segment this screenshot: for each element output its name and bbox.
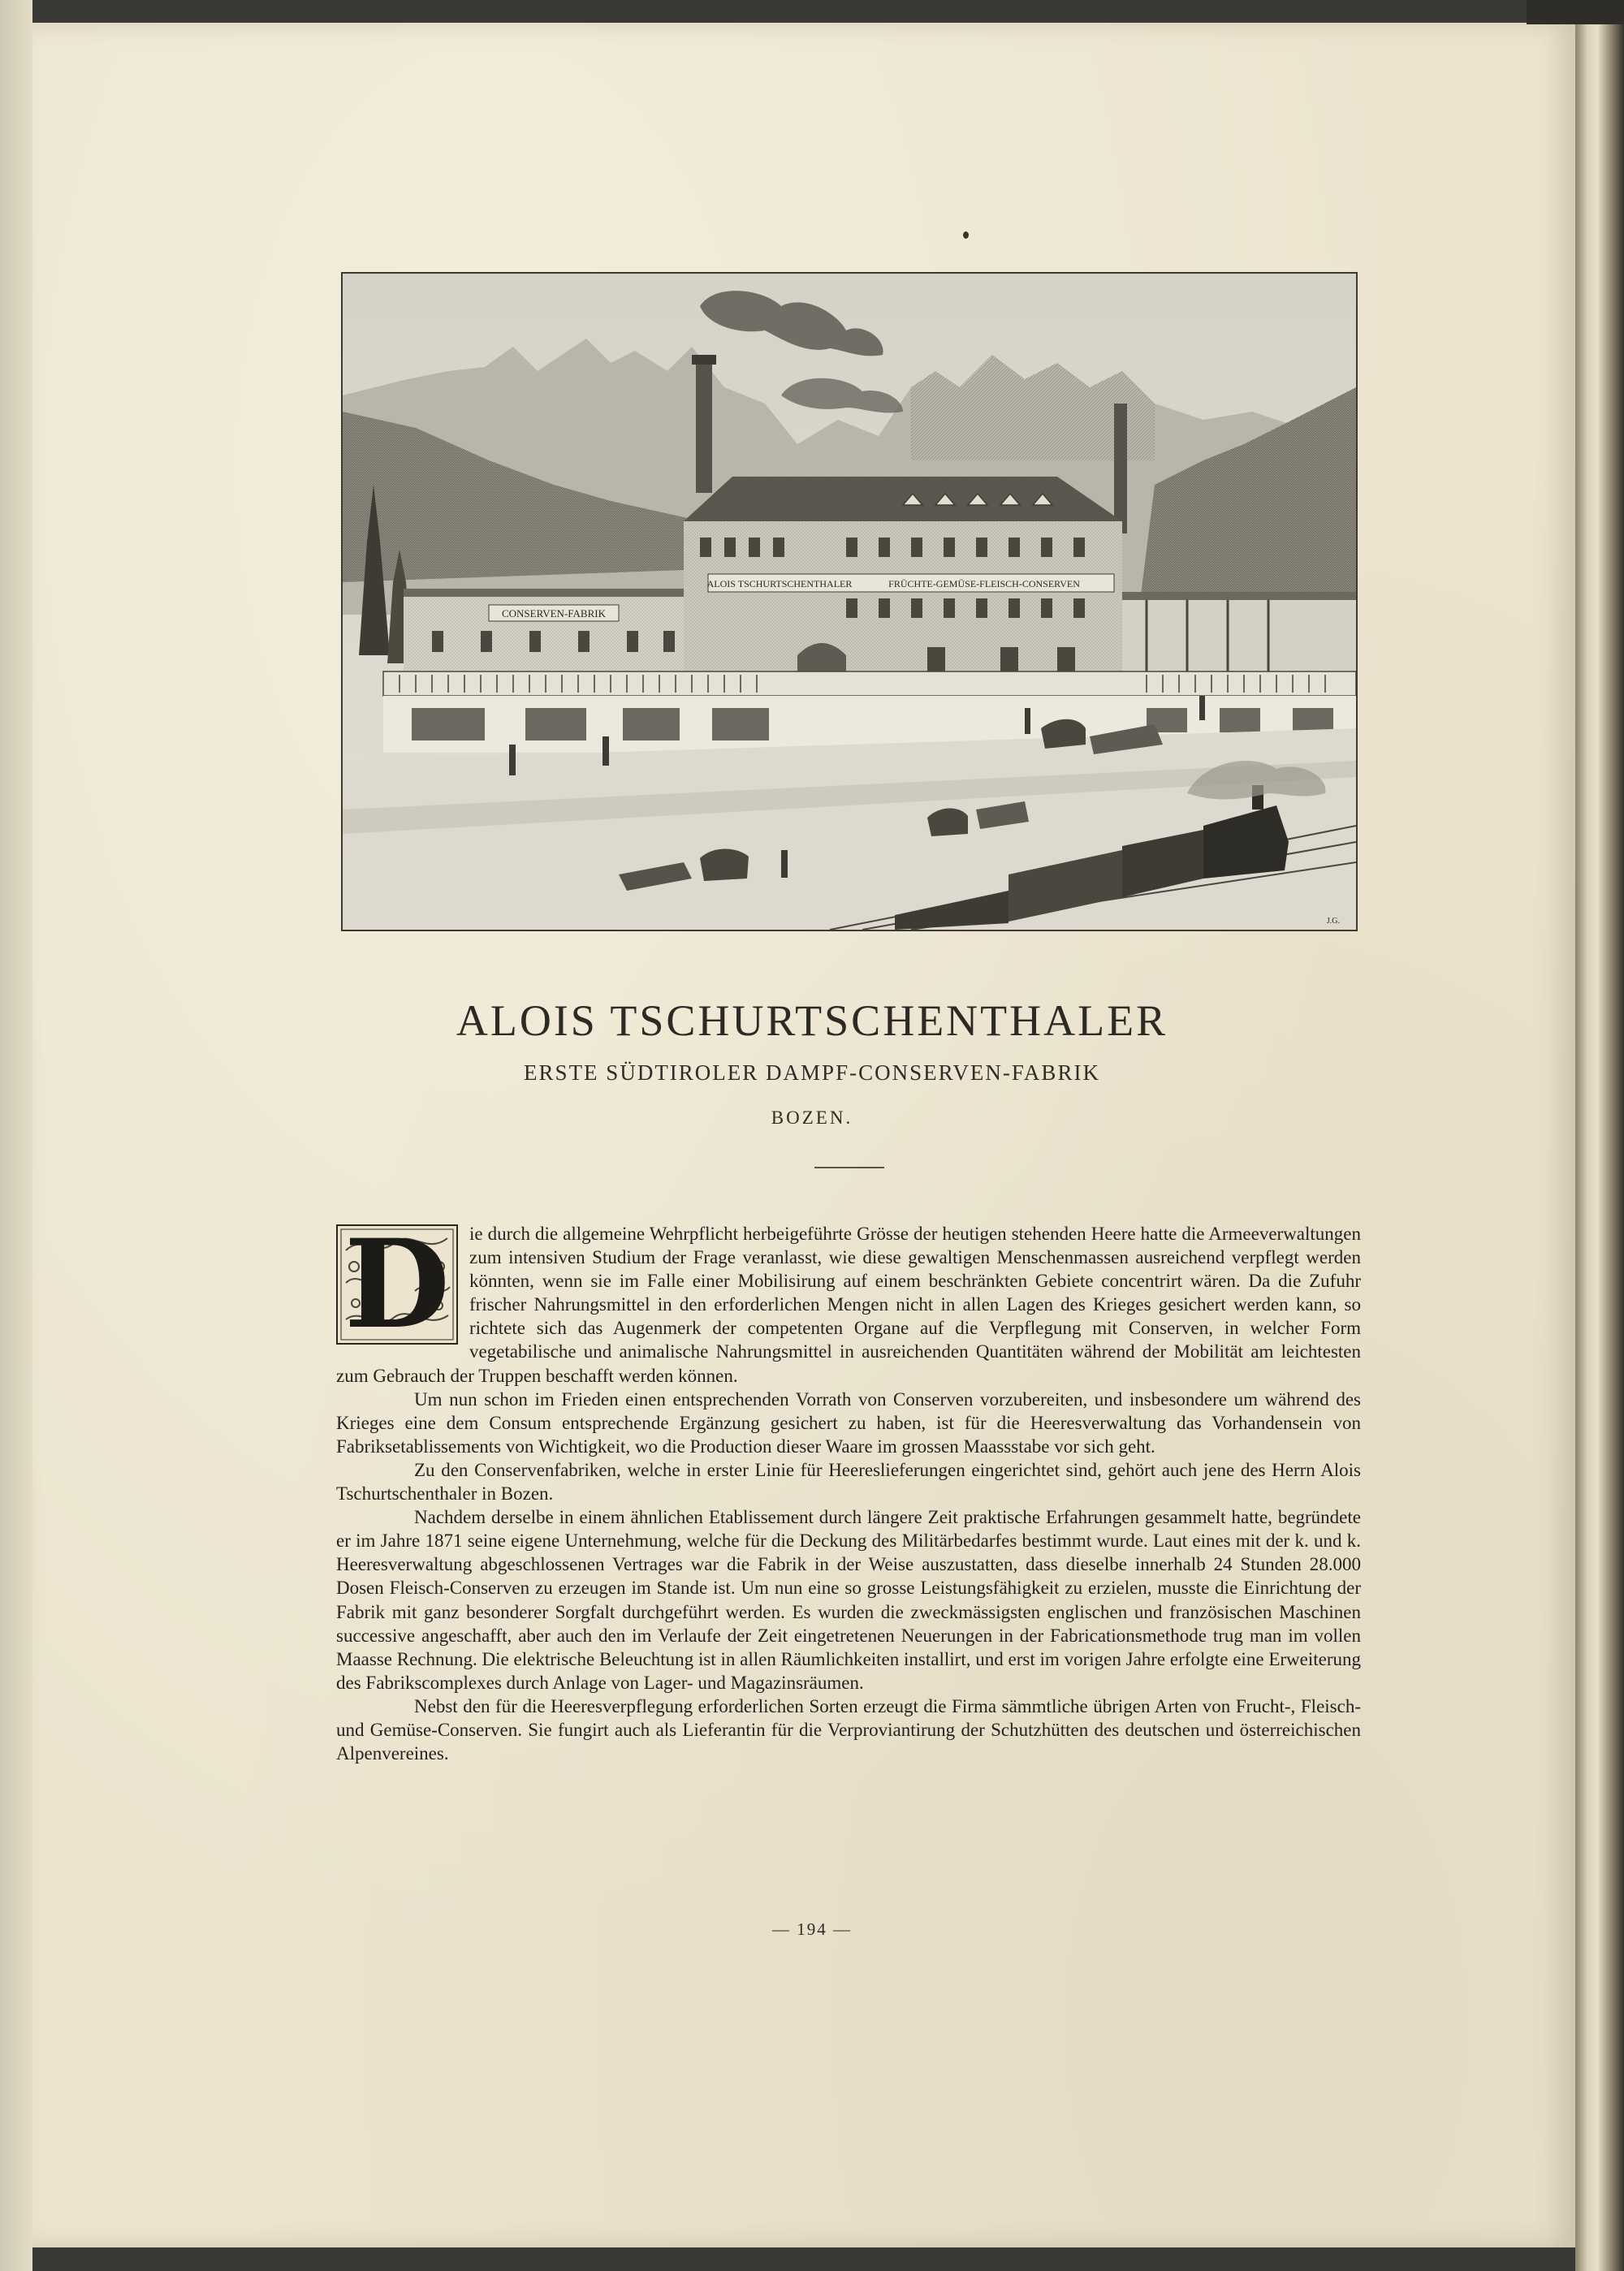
paragraph-2: Um nun schon im Frieden einen entsprechenden Vorrath von Conserven vorzubereiten, und insbesondere um während des Krieges eine dem Consum entsprechende Ergänzung gesichert zu haben, ist für die Heeresverwaltung das Vorhandensein von Fabriksetablissements von Wichtigkeit, wo die Production dieser Waare im grossen Maassstabe vor sich geht.: [336, 1388, 1361, 1457]
dropcap-letter: D: [343, 1213, 451, 1356]
book-cover-corner: [1527, 0, 1624, 24]
paragraph-3: Zu den Conservenfabriken, welche in erster Linie für Heereslieferungen eingerichtet sind, gehört auch jene des Herrn Alois Tschurtschenthaler in Bozen.: [336, 1459, 1361, 1505]
article-body: [336, 1213, 1361, 1765]
page-title: ALOIS TSCHURTSCHENTHALER: [456, 996, 1168, 1045]
dropcap-ornament: [336, 1213, 458, 1356]
paragraph-5: Nebst den für die Heeresverpflegung erforderlichen Sorten erzeugt die Firma sämmtliche übrigen Arten von Frucht-, Fleisch- und Gemüse-Conserven. Sie fungirt auch als Lieferantin für die Verproviantirung der Schutzhütten des deutschen und österreichischen Alpenvereines.: [336, 1695, 1361, 1764]
place-name: BOZEN.: [771, 1107, 853, 1128]
sign-conserven-fabrik: CONSERVEN-FABRIK: [501, 607, 607, 620]
ink-spot: [963, 231, 969, 239]
factory-engraving: [341, 272, 1358, 931]
engraver-signature: J.G.: [1326, 917, 1340, 926]
sign-products: FRÜCHTE-GEMÜSE-FLEISCH-CONSERVEN: [888, 578, 1080, 589]
sign-company-name: ALOIS TSCHURTSCHENTHALER: [706, 578, 853, 589]
paragraph-1: ie durch die allgemeine Wehrpflicht herbeigeführte Grösse der heutigen stehenden Heere hatte die Armeeverwaltungen zum intensiven Studium der Frage veranlasst, wie diese gewaltigen Menschenmassen ausreichend verpflegt werden könnten, wenn sie im Falle einer Mobilisirung auf einem beschränkten Gebiete concentrirt wären. Da die Zufuhr frischer Nahrungsmittel in den erforderlichen Mengen nicht in allen Lagen des Krieges gesichert werden kann, so richtete sich das Augenmerk der competenten Organe auf die Verpflegung mit Conserven, in welcher Form vegetabilische und animalische Nahrungsmittel in ausreichenden Quantitäten während der Mobilität am leichtesten zum Gebrauch der Truppen beschafft werden können.: [336, 1224, 1361, 1386]
page-number: — 194 —: [772, 1919, 852, 1939]
page-subtitle: ERSTE SÜDTIROLER DAMPF-CONSERVEN-FABRIK: [524, 1060, 1100, 1085]
divider-rule: [814, 1167, 884, 1168]
paragraph-4: Nachdem derselbe in einem ähnlichen Etablissement durch längere Zeit praktische Erfahrungen gesammelt hatte, begründete er im Jahre 1871 seine eigene Unternehmung, welche für die Deckung des Militärbedarfes bestimmt wurde. Laut eines mit der k. und k. Heeresverwaltung abgeschlossenen Vertrages war die Fabrik in der Weise auszustatten, dass dieselbe innerhalb 24 Stunden 28.000 Dosen Fleisch-Conserven zu erzeugen im Stande ist. Um nun eine so grosse Leistungsfähigkeit zu erzielen, musste die Einrichtung der Fabrik mit ganz besonderer Sorgfalt durchgeführt werden. Es wurden die zweckmässigsten englischen und französischen Maschinen successive angeschafft, aber auch den im Verlaufe der Zeit eingetretenen Neuerungen in der Fabricationsmethode trug man im vollen Maasse Rechnung. Die elektrische Beleuchtung ist in allen Räumlichkeiten installirt, und erst im vorigen Jahre erfolgte eine Erweiterung des Fabrikscomplexes durch Anlage von Lager- und Magazinsräumen.: [336, 1507, 1361, 1693]
